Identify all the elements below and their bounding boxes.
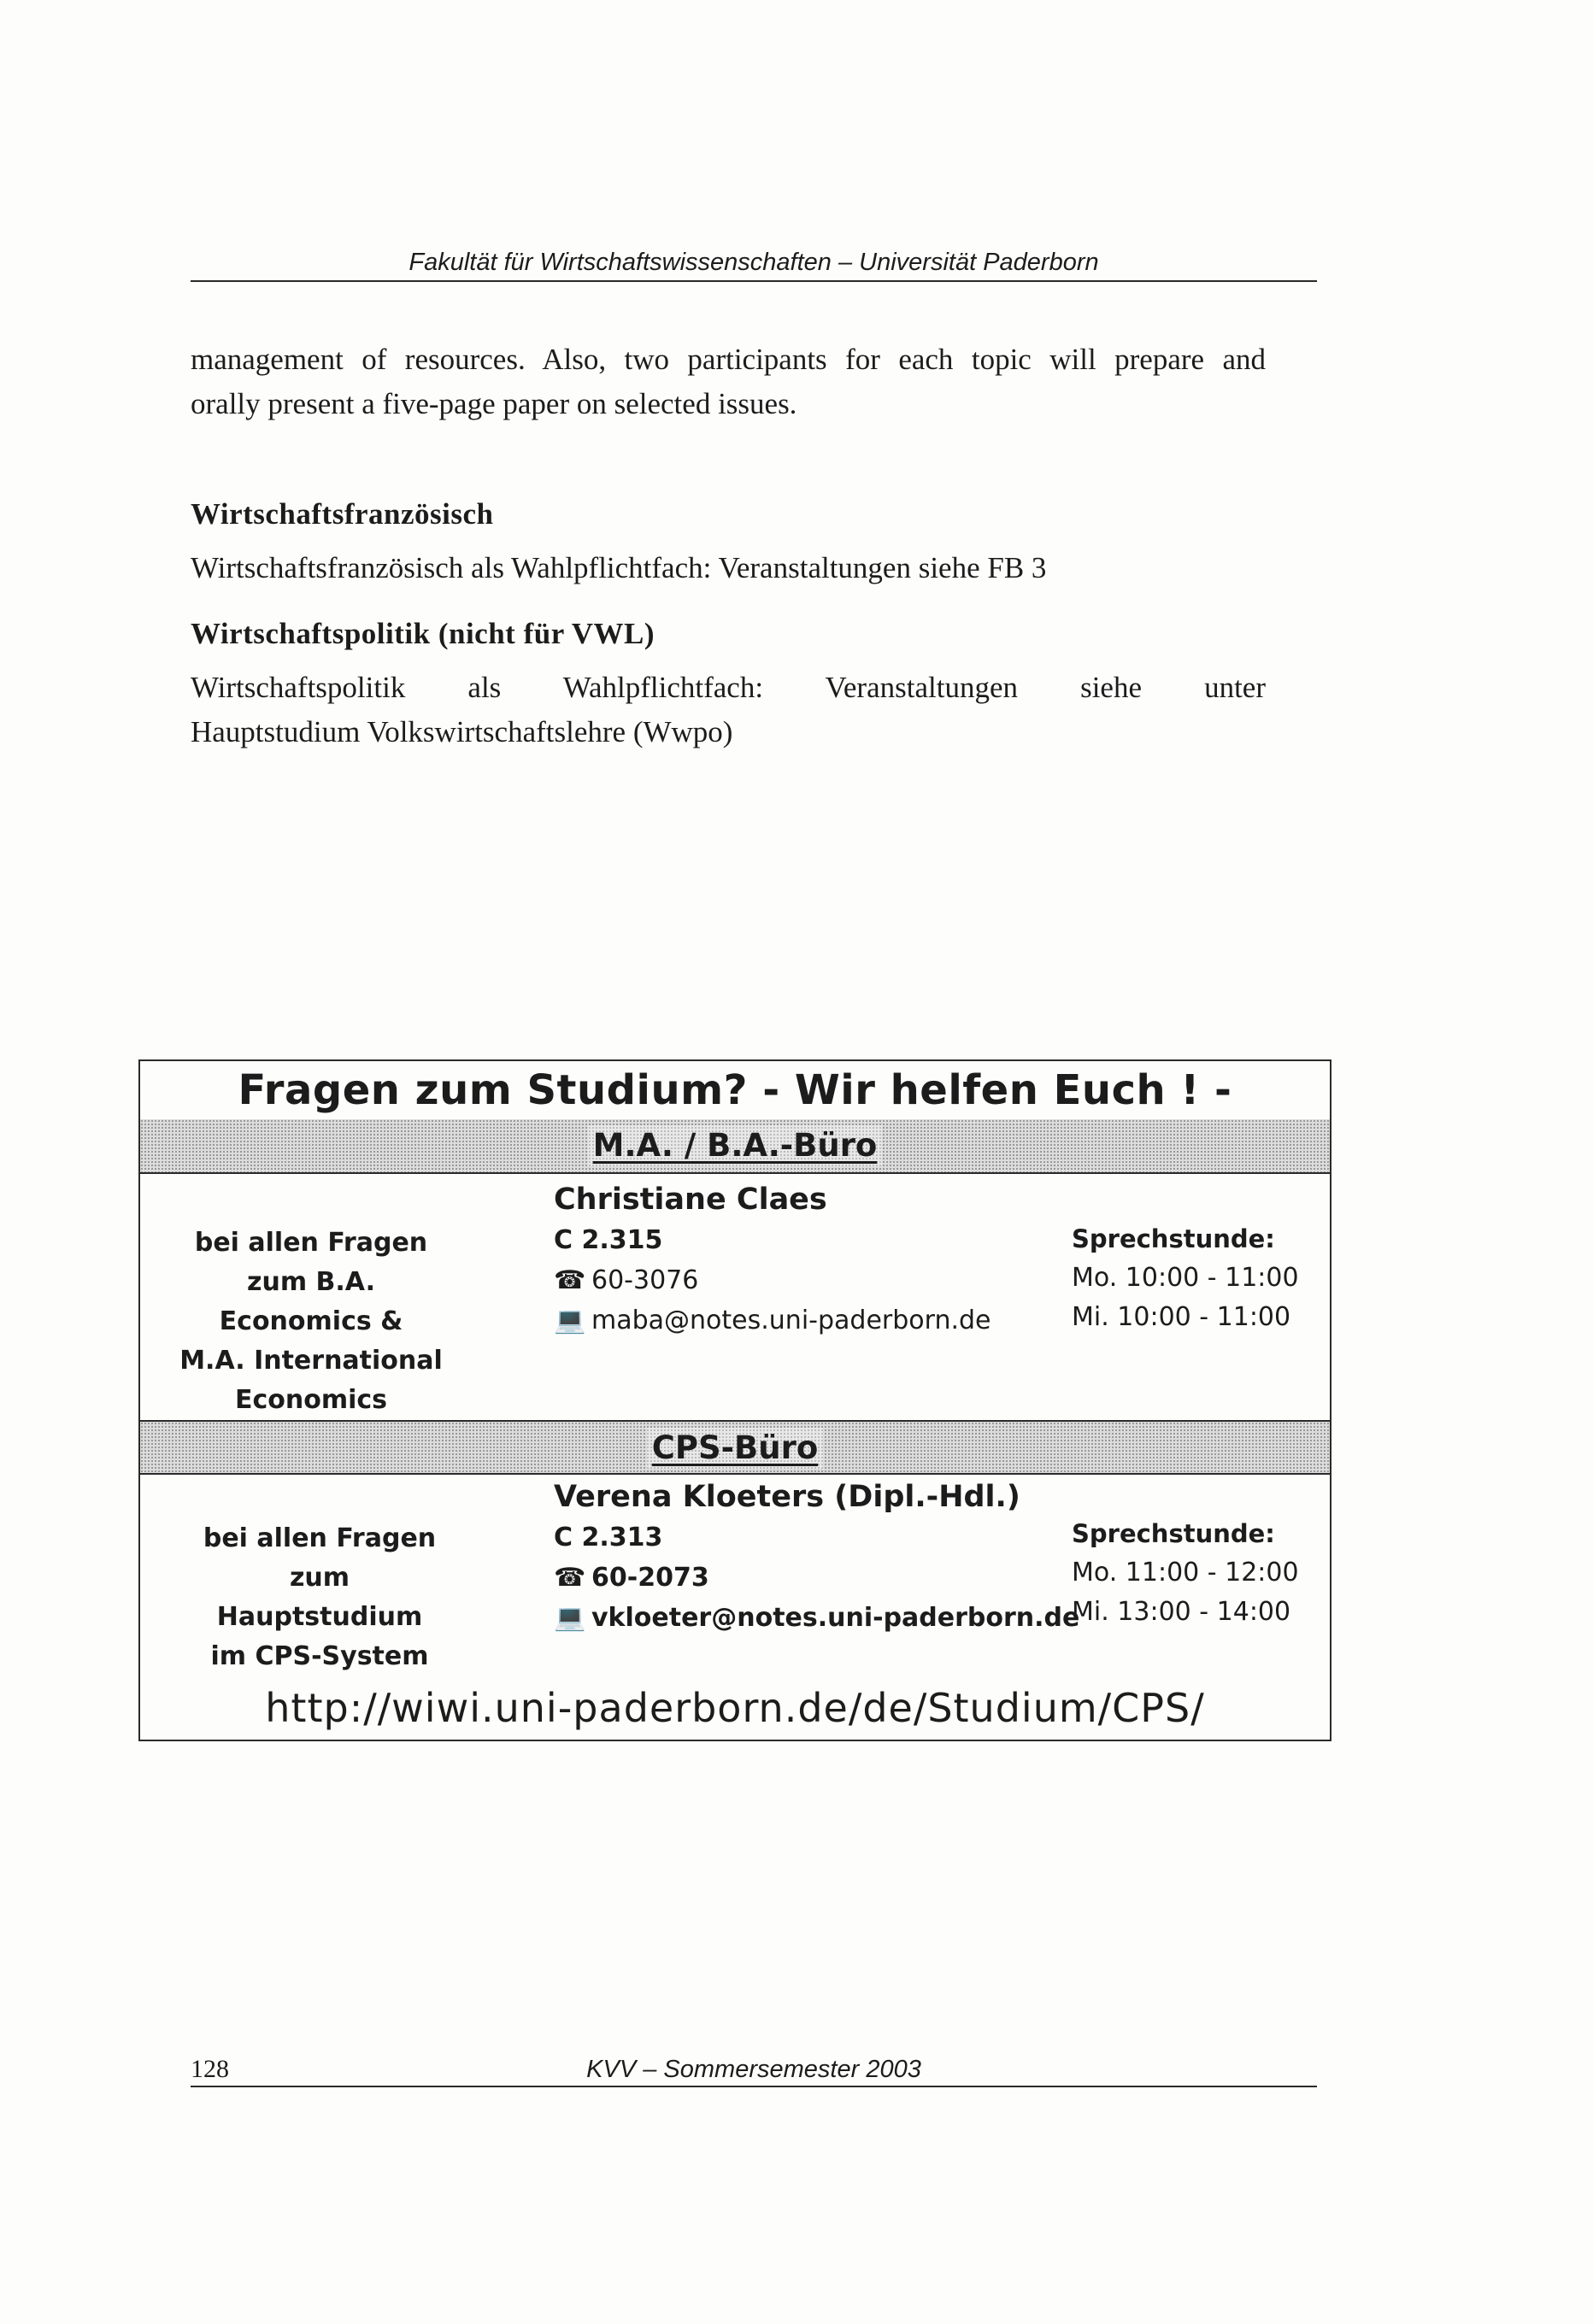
office-band-cps xyxy=(140,1422,1330,1475)
office-contact-cps xyxy=(554,1476,1079,1638)
computer-icon: 💻 xyxy=(554,1603,586,1633)
question-line: M.A. International xyxy=(179,1346,443,1376)
office-hours-cps xyxy=(1072,1514,1299,1632)
telephone-icon: ☎ xyxy=(554,1563,586,1593)
contact-email[interactable]: vkloeter@notes.uni-paderborn.de xyxy=(591,1603,1080,1633)
office-questions-cps xyxy=(200,1519,439,1676)
intro-line-2: orally present a five-page paper on selected issues. xyxy=(191,387,797,420)
hours-label: Sprechstunde: xyxy=(1072,1224,1275,1253)
intro-line-1: management of resources. Also, two participants for each topic will prepare and xyxy=(191,343,1266,376)
office-hours-maba xyxy=(1072,1219,1299,1337)
section-heading-wirtschaftsfranzoesisch: Wirtschaftsfranzösisch xyxy=(191,497,494,531)
running-footer xyxy=(191,2055,1317,2087)
question-line: bei allen Fragen xyxy=(194,1228,428,1258)
help-info-box xyxy=(138,1059,1331,1741)
hours-entry: Mo. 10:00 - 11:00 xyxy=(1072,1263,1299,1293)
contact-name: Verena Kloeters (Dipl.-Hdl.) xyxy=(554,1480,1020,1514)
office-contact-maba xyxy=(554,1179,991,1341)
office-questions-maba xyxy=(174,1224,448,1420)
question-line: Economics xyxy=(234,1385,388,1415)
section-text-wirtschaftsfranzoesisch: Wirtschaftsfranzösisch als Wahlpflichtfach: Veranstaltungen siehe FB 3 xyxy=(191,551,1047,584)
computer-icon: 💻 xyxy=(554,1306,586,1335)
running-header xyxy=(191,248,1317,282)
contact-phone: 60-2073 xyxy=(591,1563,709,1593)
contact-phone: 60-3076 xyxy=(591,1265,699,1295)
section-heading-wirtschaftspolitik: Wirtschaftspolitik (nicht für VWL) xyxy=(191,617,655,650)
contact-name: Christiane Claes xyxy=(554,1183,827,1217)
hours-entry: Mi. 10:00 - 11:00 xyxy=(1072,1302,1291,1332)
contact-email[interactable]: maba@notes.uni-paderborn.de xyxy=(591,1306,991,1335)
contact-room: C 2.315 xyxy=(554,1225,663,1255)
footer-title: KVV – Sommersemester 2003 xyxy=(586,2056,921,2083)
question-line: zum Hauptstudium xyxy=(216,1563,423,1632)
study-website-link[interactable]: http://wiwi.uni-paderborn.de/de/Studium/CPS/ xyxy=(265,1685,1205,1731)
header-text: Fakultät für Wirtschaftswissenschaften – Universität Paderborn xyxy=(409,249,1099,276)
help-box-title: Fragen zum Studium? - Wir helfen Euch ! - xyxy=(140,1061,1330,1121)
office-label-cps: CPS-Büro xyxy=(647,1428,824,1469)
office-band-maba xyxy=(140,1119,1330,1174)
section-text-wirtschaftspolitik-line-1: Wirtschaftspolitik als Wahlpflichtfach: Veranstaltungen siehe unter xyxy=(191,671,1266,704)
question-line: im CPS-System xyxy=(210,1641,429,1671)
question-line: zum B.A. Economics & xyxy=(219,1267,403,1336)
section-text-wirtschaftspolitik-line-2: Hauptstudium Volkswirtschaftslehre (Wwpo) xyxy=(191,715,733,748)
page-number: 128 xyxy=(191,2055,229,2083)
office-label-maba: M.A. / B.A.-Büro xyxy=(588,1125,883,1166)
hours-label: Sprechstunde: xyxy=(1072,1519,1275,1548)
contact-room: C 2.313 xyxy=(554,1523,663,1552)
question-line: bei allen Fragen xyxy=(203,1523,437,1553)
hours-entry: Mo. 11:00 - 12:00 xyxy=(1072,1558,1299,1587)
hours-entry: Mi. 13:00 - 14:00 xyxy=(1072,1597,1291,1627)
telephone-icon: ☎ xyxy=(554,1265,586,1295)
